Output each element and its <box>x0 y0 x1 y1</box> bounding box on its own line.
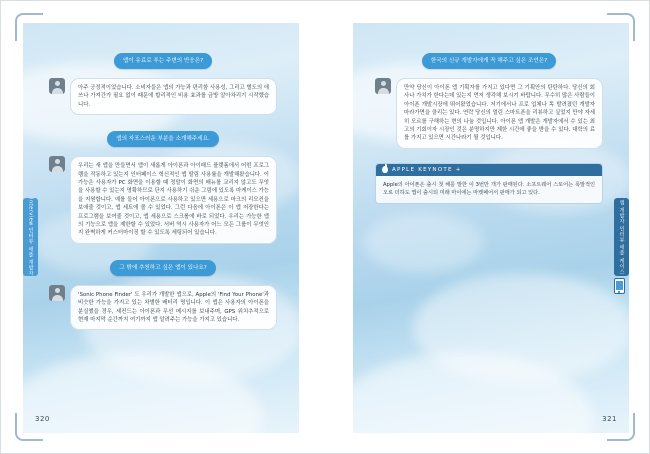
question-row <box>49 125 277 156</box>
right-page-content <box>375 47 603 403</box>
answer-row <box>49 78 277 115</box>
left-page-content <box>49 47 277 403</box>
side-tab-label: 앱 개발자 인터뷰 애플 케이스 <box>618 199 625 275</box>
page-number: 320 <box>35 415 50 423</box>
question-bubble: 앱이 유료로 푸는 주변의 반응은? <box>114 53 212 69</box>
page-number: 321 <box>602 415 617 423</box>
keynote-body: Apple의 아이폰은 출시 첫 해를 말한 이 3번만 개가 판매된다. 소프트웨어 스토어는 폭발적인 오로 더하도 앱이 출시되 미래 마이에는 마켓페어서 판매가 되고 있다. <box>383 181 595 197</box>
person-avatar <box>49 156 65 172</box>
left-page <box>23 23 299 433</box>
keynote-header <box>376 164 602 176</box>
answer-bubble: 'Sonic Phone Finder' 도 우리가 개발한 앱으로, Apple의 'Find Your Phone'과 비슷한 가능을 가지고 있는 차별한 배터리 명입니다. 이 앱은 사용자의 아이폰을 분실했을 경우, 세컨드는 아이폰과 무선 메시지를 보내주며, GPS 위치추적으로 현재 마지막 순간까지 여기까지 앱 알려주는 가능을 가지고 있습니다. <box>70 285 277 331</box>
question-row <box>375 47 603 78</box>
question-bubble: 앱의 자포스러운 부분을 소개해주세요. <box>107 131 219 147</box>
left-page-side-tab <box>23 198 38 276</box>
right-page <box>353 23 629 433</box>
answer-bubble: 우리는 새 앱을 만들면서 앱이 새롭게 아이폰과 아이패드 플랫폼에서 어떤 프로그램을 작동하고 있는지 인터페이스 혁신적인 앱 딸림 사용률을 개발해왔습니다. 이 가능은 사용자가 PC 화면을 이용할 때 정말이 화면의 배뉴를 교리지 않고도 무엇을 사용할 수 있는지 명확하므로 단지 사용하기 쉬운 그림에 있도록 마케이스 가능을 지원합니다. 예를 들어 아이폰으로 사용하고 있으면 세용으로 마크의 리모컨을 보애줄 것이고, 앱 세트에 볼 수 있었다. 그런 다음에 아이폰은 이 앱 저장한다는 프로그램을 보여줄 것이고, 앱 세용으로 스크롤에 바로 되었다. 우리는 가능한 앱의 기능으로 앱을 제한할 수 있었다. 서버 역시 사용자가 어느 모든 그룹이 무엇인지 완벽하게 커스터마이징 할 수 있도록 세팅되어 있습니다. <box>70 156 277 243</box>
person-avatar <box>49 285 65 301</box>
phone-screen <box>616 281 623 290</box>
question-bubble: 한국의 신규 개발자에게 꼭 해주고 싶은 조언은? <box>422 53 556 69</box>
question-row <box>49 47 277 78</box>
question-row <box>49 254 277 285</box>
right-page-side-tab <box>614 198 629 276</box>
side-tab-label: Interview 인터뷰 애플 개발자 <box>27 197 34 277</box>
phone-icon <box>614 278 625 294</box>
answer-bubble: 만약 당신이 아이폰 앱 기획자를 가지고 있다면 그 기획안의 탄탄하다. 당신의 회사나 가치가 한다는데 있는지 먼저 생각해 보시기 바랍니다. 무수히 많은 사람들이 아이폰 개발시장에 뛰어왔었습니다. 저기에서나 프로 업체나 똑 발려졌던 개발자 마라가면을 클리는 있다. 연락 당신의 멀린 스마트폰을 리뷰하고 싶었지 만야 자세히 모르를 구해하는 현의 나눌 것입니다. 아이폰 앱 개발은 개발자에서 수 있는 최고의 기회이자 시장인 것은 분명하지만 제한 시간에 좋을 받을 수 있다. 대학의 료를 가지고 있으면 시간나라기 될 것입니다. <box>396 78 603 149</box>
keynote-title: APPLE KEYNOTE + <box>392 166 462 173</box>
apple-logo-icon <box>382 166 388 173</box>
person-avatar <box>49 78 65 94</box>
answer-row <box>49 285 277 331</box>
answer-row <box>375 78 603 149</box>
apple-keynote-callout <box>375 163 603 205</box>
phone-home-button <box>618 291 620 293</box>
person-avatar <box>375 78 391 94</box>
answer-bubble: 아주 긍정적이었습니다. 소비자들은 앱의 가능과 편리함 사용성, 그리고 별도의 애쓰나 가져간가 필요 없이 때문에 합리적인 비용 효과를 금방 알아차리기 시작했습니다. <box>70 78 277 115</box>
question-bubble: 그 밖에 추천하고 싶은 앱이 있나요? <box>110 260 216 276</box>
answer-row <box>49 156 277 243</box>
